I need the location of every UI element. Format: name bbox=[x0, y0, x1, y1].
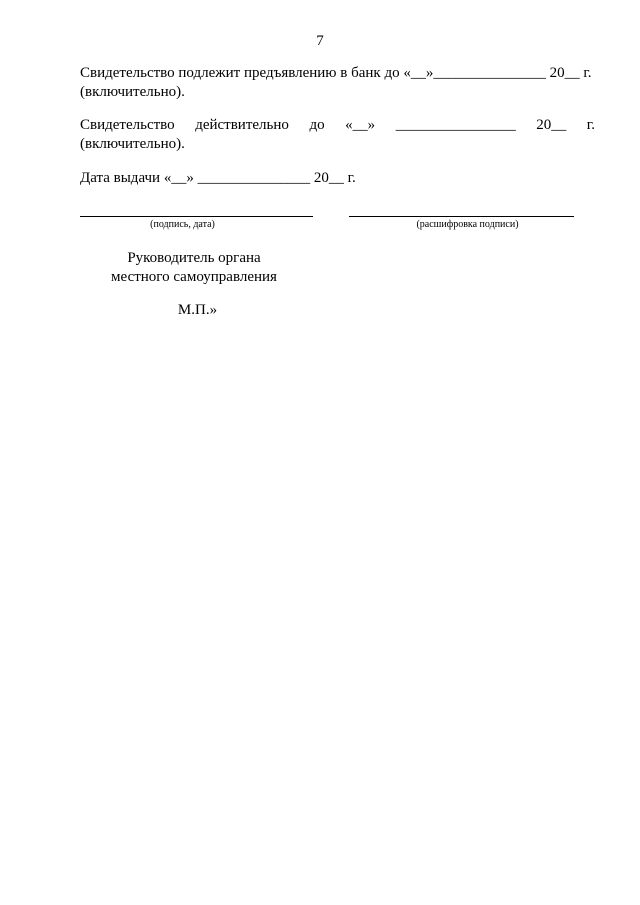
present-to-bank-inclusive: (включительно). bbox=[80, 84, 185, 100]
valid-until-word: действительно bbox=[195, 117, 289, 133]
present-to-bank-text: Свидетельство подлежит предъявлению в банк до «__»_______________ 20__ г. bbox=[80, 65, 592, 81]
valid-until-word: Свидетельство bbox=[80, 117, 175, 133]
valid-until-word: до bbox=[309, 117, 325, 133]
valid-until-row bbox=[80, 116, 595, 135]
page-number: 7 bbox=[316, 33, 324, 49]
issue-date-text: Дата выдачи «__» _______________ 20__ г. bbox=[80, 170, 356, 186]
signatory-title bbox=[80, 249, 308, 287]
valid-until-day-blank: «__» bbox=[345, 117, 376, 133]
signature-caption: (подпись, дата) bbox=[150, 219, 215, 230]
issue-date-paragraph bbox=[80, 169, 595, 188]
signature-decoding-caption: (расшифровка подписи) bbox=[416, 219, 519, 230]
valid-until-month-blank: ________________ bbox=[395, 117, 516, 133]
present-to-bank-paragraph bbox=[80, 64, 595, 102]
signatory-title-line: местного самоуправления bbox=[111, 269, 277, 285]
signatory-title-line: Руководитель органа bbox=[127, 250, 261, 266]
valid-until-year-suffix: г. bbox=[586, 117, 595, 133]
valid-until-paragraph bbox=[80, 116, 595, 154]
valid-until-year: 20__ bbox=[536, 117, 567, 133]
signature-decoding-line bbox=[349, 216, 574, 217]
stamp-place: М.П.» bbox=[177, 302, 218, 318]
signature-line bbox=[80, 216, 313, 217]
valid-until-inclusive: (включительно). bbox=[80, 136, 185, 152]
